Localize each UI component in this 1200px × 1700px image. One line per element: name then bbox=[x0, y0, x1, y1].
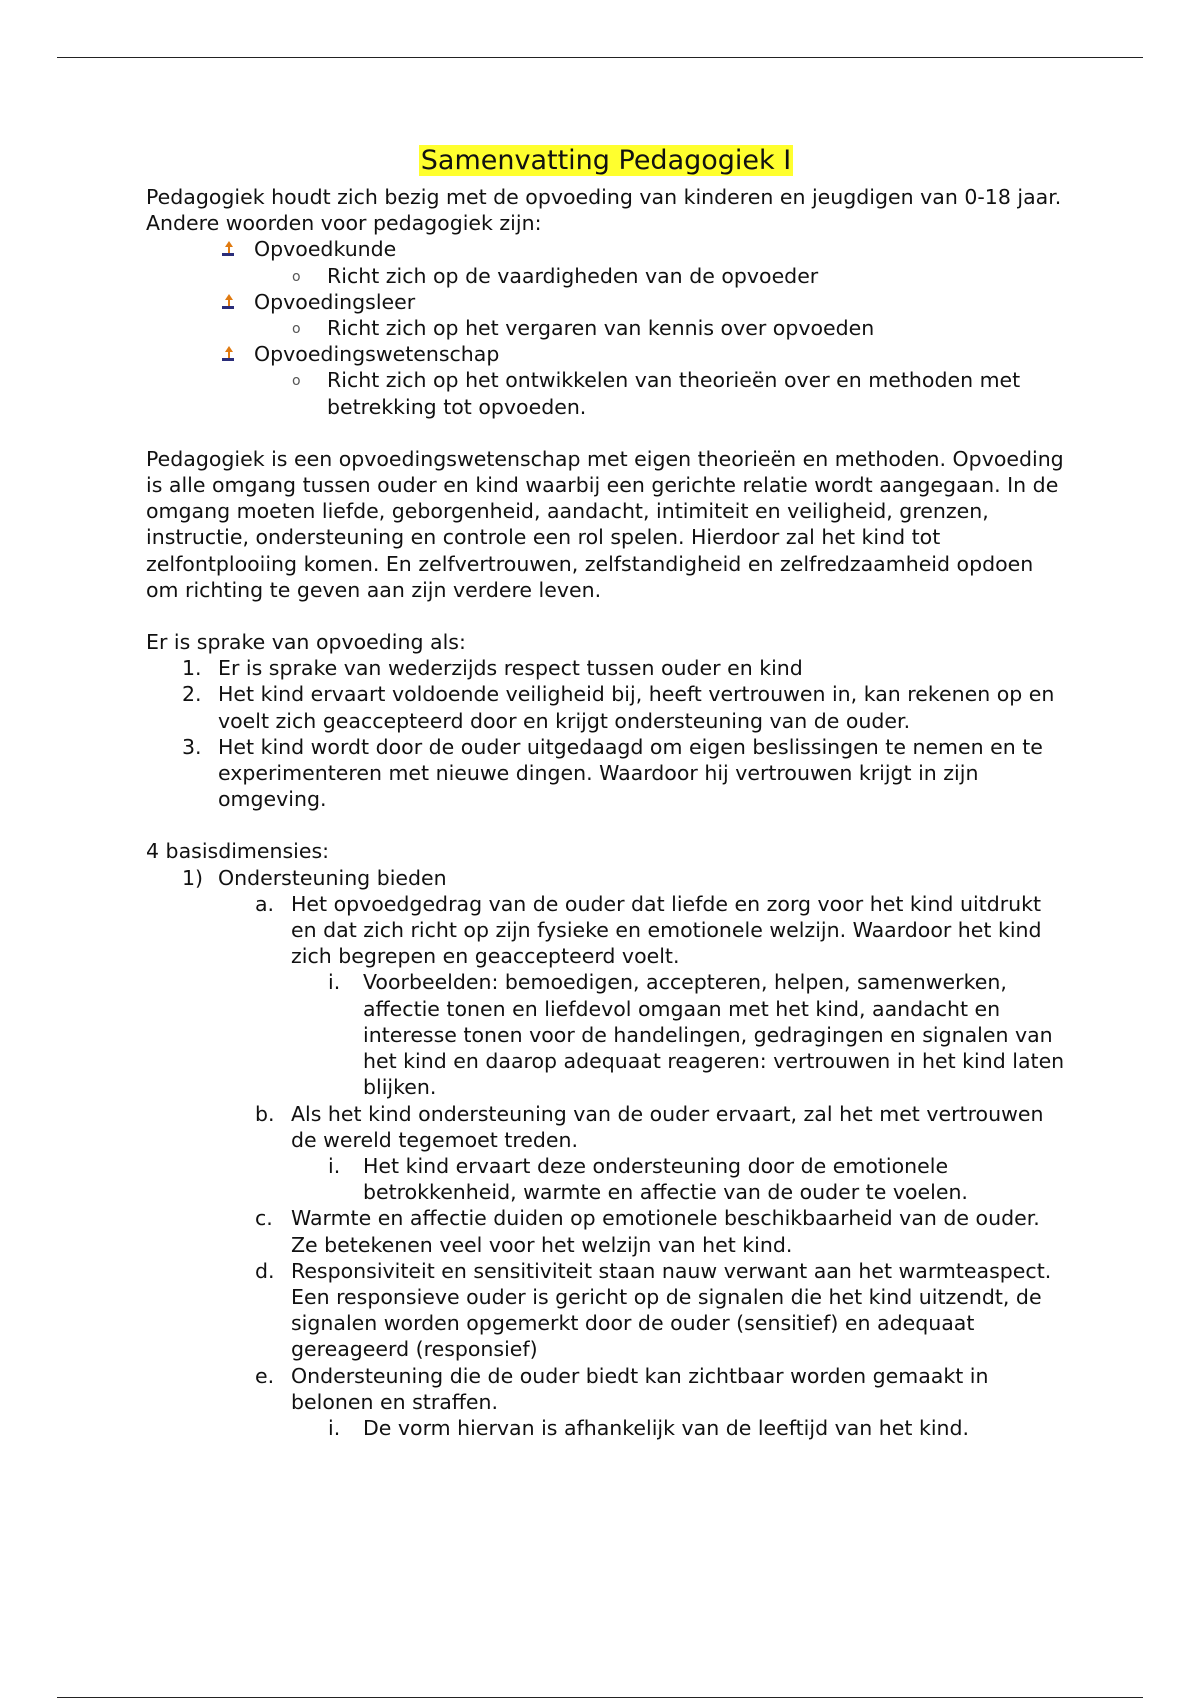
intro-line: Pedagogiek houdt zich bezig met de opvoeding van kinderen en jeugdigen van 0-18 jaar. bbox=[146, 185, 1062, 209]
synonym-item: Opvoedingswetenschap bbox=[146, 341, 1066, 367]
dimension-subitem: b. Als het kind ondersteuning van de ouder ervaart, zal het met vertrouwen de wereld tegemoet treden. bbox=[255, 1101, 1044, 1152]
arrow-bullet-icon bbox=[220, 343, 236, 365]
arrow-bullet-icon bbox=[220, 238, 236, 260]
title-block bbox=[146, 144, 1066, 178]
dimension-subitem: a. Het opvoedgedrag van de ouder dat liefde en zorg voor het kind uitdrukt en dat zich richt op zijn fysieke en emotionele welzijn. Waardoor het kind zich begrepen en geaccepteerd voelt. bbox=[255, 891, 1042, 969]
conditions-label: Er is sprake van opvoeding als: bbox=[146, 630, 466, 655]
page-top-rule bbox=[57, 57, 1143, 58]
synonym-detail: o Richt zich op het vergaren van kennis over opvoeden bbox=[146, 315, 1066, 341]
dimension-subitem: d. Responsiviteit en sensitiviteit staan nauw verwant aan het warmteaspect. Een responsieve ouder is gericht op de signalen die het kind uitzendt, de signalen worden opgemerkt door de ouder (sensitief) en adequaat gereageerd (responsief) bbox=[255, 1258, 1052, 1362]
dimension-subitem: e. Ondersteuning die de ouder biedt kan zichtbaar worden gemaakt in belonen en straffen. bbox=[255, 1363, 989, 1414]
synonym-item: Opvoedingsleer bbox=[146, 289, 1066, 315]
document-title: Samenvatting Pedagogiek I bbox=[420, 145, 792, 176]
document-body bbox=[146, 144, 1066, 1441]
dimension-item: 1) Ondersteuning bieden bbox=[182, 865, 447, 890]
condition-item: 2. Het kind ervaart voldoende veiligheid bij, heeft vertrouwen in, kan rekenen op en voelt zich geaccepteerd door en krijgt ondersteuning van de ouder. bbox=[182, 682, 1055, 733]
circle-bullet-icon: o bbox=[292, 321, 301, 338]
dimension-subsubitem: i. De vorm hiervan is afhankelijk van de leeftijd van het kind. bbox=[328, 1415, 970, 1440]
synonyms-label: Andere woorden voor pedagogiek zijn: bbox=[146, 211, 542, 236]
dimensions-label: 4 basisdimensies: bbox=[146, 839, 330, 864]
arrow-bullet-icon bbox=[220, 291, 236, 313]
condition-item: 1. Er is sprake van wederzijds respect tussen ouder en kind bbox=[182, 656, 803, 681]
circle-bullet-icon: o bbox=[292, 373, 301, 390]
dimension-subsubitem: i. Voorbeelden: bemoedigen, accepteren, helpen, samenwerken, affectie tonen en liefdevol omgaan met het kind, aandacht en interesse tonen voor de handelingen, gedragingen en signalen van het kind en daarop adequaat reageren: vertrouwen in het kind laten blijken. bbox=[328, 970, 1065, 1100]
definition-paragraph: Pedagogiek is een opvoedingswetenschap met eigen theorieën en methoden. Opvoeding is alle omgang tussen ouder en kind waarbij een gerichte relatie wordt aangegaan. In de omgang moeten liefde, geborgenheid, aandacht, intimiteit en veiligheid, grenzen, instructie, ondersteuning en controle een rol spelen. Hierdoor zal het kind tot zelfontplooiing komen. En zelfvertrouwen, zelfstandigheid en zelfredzaamheid opdoen om richting te geven aan zijn verdere leven. bbox=[146, 446, 1064, 602]
dimension-subitem: c. Warmte en affectie duiden op emotionele beschikbaarheid van de ouder. Ze betekenen veel voor het welzijn van het kind. bbox=[255, 1206, 1040, 1257]
synonym-detail: o Richt zich op de vaardigheden van de opvoeder bbox=[146, 263, 1066, 289]
dimension-subsubitem: i. Het kind ervaart deze ondersteuning door de emotionele betrokkenheid, warmte en affectie van de ouder te voelen. bbox=[328, 1153, 968, 1205]
synonym-item: Opvoedkunde bbox=[146, 236, 1066, 262]
page-bottom-rule bbox=[57, 1697, 1143, 1698]
condition-item: 3. Het kind wordt door de ouder uitgedaagd om eigen beslissingen te nemen en te experimenteren met nieuwe dingen. Waardoor hij vertrouwen krijgt in zijn omgeving. bbox=[182, 734, 1043, 812]
circle-bullet-icon: o bbox=[292, 268, 301, 285]
synonym-detail: o Richt zich op het ontwikkelen van theorieën over en methoden met betrekking tot opvoeden. bbox=[292, 368, 1021, 419]
